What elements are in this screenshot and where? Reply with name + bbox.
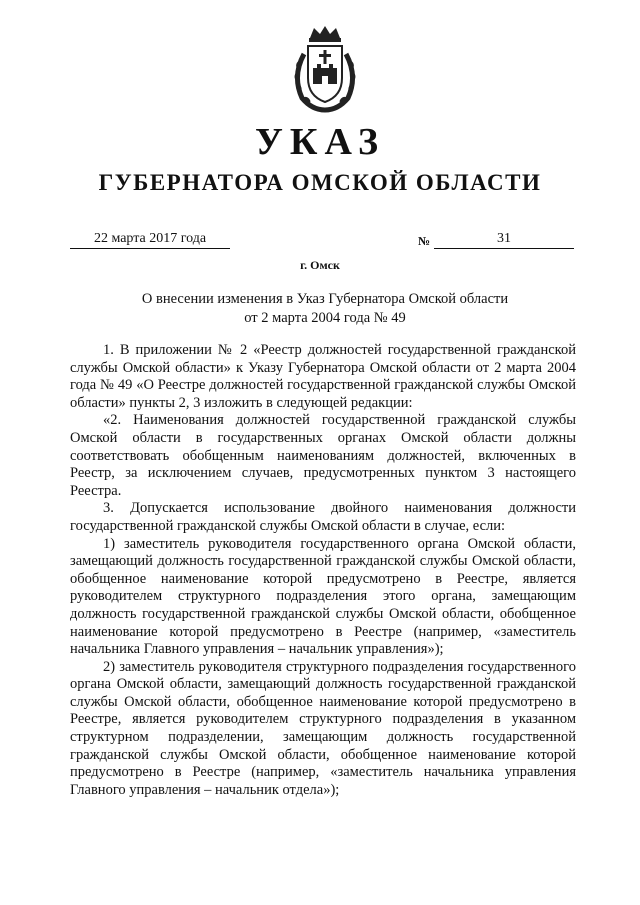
decree-date: 22 марта 2017 года — [70, 230, 230, 249]
document-body — [70, 342, 576, 799]
issuer-title: ГУБЕРНАТОРА ОМСКОЙ ОБЛАСТИ — [98, 170, 542, 195]
document-title-line2: от 2 марта 2004 года № 49 — [244, 310, 406, 326]
paragraph-4: 1) заместитель руководителя государственного органа Омской области, замещающий должность государственной гражданской службы Омской области, обобщенное наименование которой предусмотрено в Реестре, является руководителем структурного подразделения этого органа, замещающим должность государственной гражданской службы Омской области, обобщенное наименование которой предусмотрено в Реестре (например, «заместитель начальника Главного управления – начальник управления»); — [70, 535, 576, 658]
decree-number-label: № — [418, 234, 431, 248]
decree-number: 31 — [434, 230, 574, 249]
document-title-line1: О внесении изменения в Указ Губернатора Омской области — [141, 291, 509, 307]
document-title — [80, 290, 570, 328]
paragraph-3: 3. Допускается использование двойного наименования должности государственной гражданской службы Омской области в случае, если: — [70, 500, 576, 534]
paragraph-2: «2. Наименования должностей государственной гражданской службы Омской области в государственных органах Омской области должны соответствовать обобщенным наименованиям должностей, включенных в Реестр, за исключением случаев, предусмотренных пунктом 3 настоящего Реестра. — [70, 412, 576, 499]
paragraph-1: 1. В приложении № 2 «Реестр должностей государственной гражданской службы Омской области» к Указу Губернатора Омской области от 2 марта 2004 года № 49 «О Реестре должностей государственной гражданской службы Омской области» пункты 2, 3 изложить в следующей редакции: — [70, 342, 576, 411]
paragraph-5: 2) заместитель руководителя структурного подразделения государственного органа Омской области, замещающий должность государственной гражданской службы Омской области, обобщенное наименование которой предусмотрено в Реестре, является руководителем структурного подразделения в указанном структурном подразделении, замещающим должность государственной гражданской службы Омской области, обобщенное наименование которой предусмотрено в Реестре (например, «заместитель начальника управления Главного управления – начальник отдела»); — [70, 658, 576, 798]
city-name: г. Омск — [300, 258, 340, 272]
document-type-title: УКАЗ — [255, 121, 385, 163]
omsk-coat-of-arms-icon — [290, 24, 360, 114]
